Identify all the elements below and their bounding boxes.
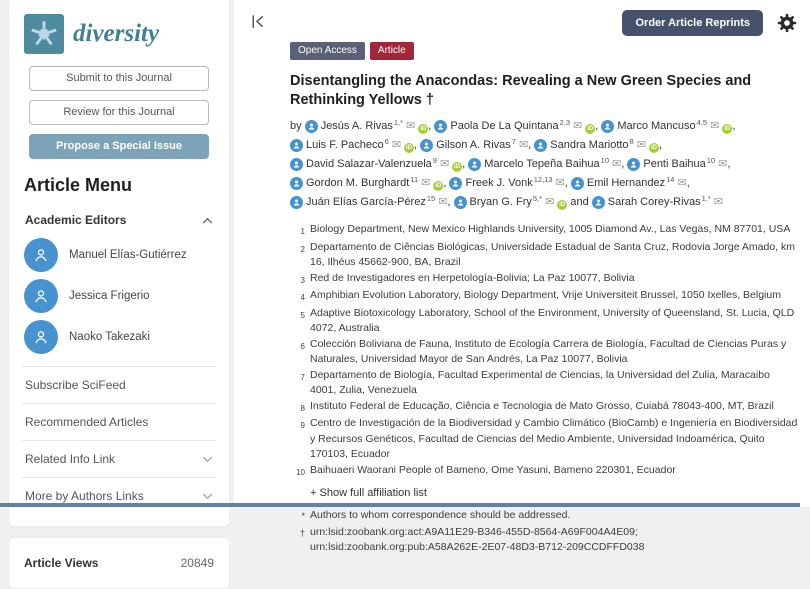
article-menu-title: Article Menu <box>24 175 133 195</box>
affiliation-text: Amphibian Evolution Laboratory, Biology Department, Vrije Universiteit Brussel, 1050 Ixelles, Belgium <box>310 289 781 302</box>
orcid-id-icon[interactable]: iD <box>587 126 594 133</box>
footnote-text: Authors to whom correspondence should be addressed. <box>310 509 571 522</box>
academic-editors-list <box>22 238 216 354</box>
person-avatar-icon <box>290 177 303 190</box>
order-reprints-button[interactable]: Order Article Reprints <box>622 10 763 36</box>
person-avatar-icon <box>534 139 547 152</box>
email-envelope-icon[interactable]: ✉ <box>612 158 622 171</box>
author-affiliation-sup: 7 <box>511 137 516 147</box>
orcid-id-icon[interactable]: iD <box>435 183 442 190</box>
person-avatar-icon <box>434 120 447 133</box>
academic-editors-header[interactable] <box>22 204 216 238</box>
show-affiliations-label: Show full affiliation list <box>319 487 427 500</box>
affiliation-number: 5 <box>300 310 305 320</box>
affiliation-number: 4 <box>300 293 305 303</box>
affiliation-number: 8 <box>300 403 305 413</box>
author-name[interactable]: Jesús A. Rivas <box>320 120 393 133</box>
orcid-id-icon[interactable]: iD <box>420 126 427 133</box>
article-header <box>290 42 798 556</box>
affiliation-text: Departamento de Ciências Biológicas, Universidade Estadual de Santa Cruz, Rodovia Jorge Amado, km 16, Ilhéus 45662-900, BA, Brazil <box>310 240 796 269</box>
author[interactable]: Emil Hernandez$^{14}$ ✉, <box>571 177 690 189</box>
footnote-marker: † <box>299 527 305 538</box>
orcid-id-icon[interactable]: iD <box>650 145 657 152</box>
editor-item[interactable] <box>24 279 214 313</box>
orcid-id-icon[interactable]: iD <box>406 145 413 152</box>
chevron-down-icon <box>202 452 213 466</box>
person-avatar-icon <box>305 120 318 133</box>
article-views-value: 20849 <box>180 556 214 570</box>
academic-editors-label: Academic Editors <box>25 213 127 227</box>
affiliation-item <box>290 240 798 271</box>
author[interactable] <box>592 196 723 208</box>
editor-item[interactable] <box>24 320 214 354</box>
email-envelope-icon[interactable]: ✉ <box>545 196 555 209</box>
affiliation-text: Departamento de Biología, Facultad Experimental de Ciencias, la Universidad del Zulia, Maracaibo 4001, Zulia, Venezuela <box>310 368 770 397</box>
orcid-id-icon[interactable]: iD <box>559 202 566 209</box>
email-envelope-icon[interactable]: ✉ <box>391 139 402 152</box>
author[interactable]: David Salazar-Valenzuela$^9$ ✉ iD , <box>290 158 465 170</box>
affiliation-item <box>290 368 798 399</box>
top-right-actions <box>622 10 798 36</box>
affiliation-item <box>290 271 798 289</box>
collapse-sidebar-icon[interactable] <box>250 14 265 29</box>
author-list: by Jesús A. Rivas$^{1,*}$ ✉ iD , Paola De La Quintana$^{2,3}$ ✉ iD , Marco Mancuso$^{4,5}$ ✉ iD , Luis F. Pacheco$^6$ ✉ iD , Gilson A. Rivas$^7$ ✉, Sandra Mariotto$^8$ ✉ iD , David Salazar-Valenzuela$^9$ ✉ iD , Marcelo Tepeña Baihua$^{10}$ ✉, Penti Baihua$^{10}$ ✉, Gordon M. Burghardt$^{11}$ ✉ iD , Freek J. Vonk$^{12,13}$ ✉, Emil Hernandez$^{14}$ ✉, Juán Elías García-Pérez$^{15}$ ✉, Bryan G. Fry$^{5,*}$ ✉ iD and Sarah Corey-Rivas$^{1,*}$ ✉ <box>290 118 736 209</box>
sidebar-link-more-by-authors-links[interactable] <box>22 477 216 514</box>
author-affiliation-sup: 14 <box>666 175 675 185</box>
propose-special-issue-button[interactable]: Propose a Special Issue <box>29 134 209 159</box>
author-name[interactable]: Gilson A. Rivas <box>436 139 511 152</box>
show-affiliations-link[interactable] <box>310 487 798 499</box>
sidebar-link-label: Related Info Link <box>25 452 116 466</box>
person-avatar-icon <box>290 158 303 171</box>
article-badges <box>290 42 798 60</box>
affiliation-number: 3 <box>300 275 305 285</box>
sidebar-link-label: Subscribe SciFeed <box>25 378 126 392</box>
person-avatar-icon <box>420 139 433 152</box>
affiliation-number: 10 <box>296 467 305 477</box>
sidebar-card <box>8 0 230 527</box>
affiliation-number: 7 <box>300 372 305 382</box>
author[interactable]: Sandra Mariotto$^8$ ✉ iD , <box>534 139 662 151</box>
person-avatar-icon <box>571 177 584 190</box>
author-name[interactable]: Freek J. Vonk <box>465 177 533 190</box>
author-name[interactable]: Luis F. Pacheco <box>306 139 384 152</box>
affiliation-text: Instituto Federal de Educação, Ciência e Tecnologia de Mato Grosso, Cuiabá 78043-400, MT, Brazil <box>310 399 774 412</box>
affiliation-number: 2 <box>300 244 305 254</box>
footnote-list <box>290 508 798 556</box>
person-avatar-icon <box>290 196 303 209</box>
author[interactable]: Gilson A. Rivas$^7$ ✉, <box>420 139 531 151</box>
submit-journal-button[interactable]: Submit to this Journal <box>29 66 209 91</box>
affiliation-item <box>290 399 798 417</box>
diversity-flower-icon <box>24 14 64 54</box>
chevron-down-icon <box>202 489 213 503</box>
affiliation-number: 1 <box>300 227 305 237</box>
orcid-id-icon[interactable]: iD <box>724 126 731 133</box>
author-affiliation-sup: 1,* <box>393 118 404 128</box>
main-content <box>234 0 810 554</box>
sidebar-links <box>22 366 216 514</box>
author-name[interactable]: Marcelo Tepeña Baihua <box>484 158 600 171</box>
author-name[interactable]: Bryan G. Fry <box>469 196 532 209</box>
by-label: by <box>290 120 302 133</box>
plus-icon: + <box>310 487 317 500</box>
author-affiliation-sup: 10 <box>706 156 716 166</box>
article-title: Disentangling the Anacondas: Revealing a New Green Species and Rethinking Yellows † <box>290 73 752 109</box>
author-name[interactable]: Sarah Corey-Rivas <box>607 196 701 209</box>
affiliation-text: Baihuaeri Waorani People of Bameno, Ome Yasuni, Bameno 220301, Ecuador <box>310 463 676 476</box>
editor-name[interactable]: Manuel Elías-Gutiérrez <box>69 249 187 261</box>
journal-name[interactable]: diversity <box>73 20 160 47</box>
footnote-text: urn:lsid:zoobank.org:act:A9A11E29-B346-455D-8564-A69F004A4E09; urn:lsid:zoobank.org:pub:A58A262E-2E07-48D3-B712-209CCDFFD038 <box>310 525 645 554</box>
person-avatar-icon <box>290 139 303 152</box>
email-envelope-icon[interactable]: ✉ <box>677 177 687 190</box>
article-views-label: Article Views <box>24 556 99 570</box>
author-affiliation-sup: 9 <box>432 156 437 166</box>
badge-article: Article <box>370 42 414 60</box>
badge-open-access: Open Access <box>290 42 365 60</box>
author-affiliation-sup: 4,5 <box>696 118 708 128</box>
review-journal-button[interactable]: Review for this Journal <box>29 100 209 125</box>
affiliation-item <box>290 288 798 306</box>
person-avatar-icon <box>627 158 640 171</box>
person-avatar-icon <box>24 279 58 313</box>
author-affiliation-sup: 12,13 <box>533 175 553 185</box>
email-envelope-icon[interactable]: ✉ <box>518 139 529 152</box>
person-avatar-icon <box>592 196 605 209</box>
email-envelope-icon[interactable]: ✉ <box>718 158 728 171</box>
affiliation-text: Centro de Investigación de la Biodiversidad y Cambio Climático (BioCamb) e Ingeniería en Biodiversidad y Recursos Genéticos, Facultad de Ciencias del Medio Ambiente, Universidad Indoamérica, Quito 170103, Ecuador <box>310 417 798 461</box>
email-envelope-icon[interactable]: ✉ <box>710 120 720 133</box>
author[interactable]: Jesús A. Rivas$^{1,*}$ ✉ iD , <box>305 120 432 132</box>
email-envelope-icon[interactable]: ✉ <box>421 177 431 190</box>
top-toolbar <box>250 10 798 36</box>
author[interactable]: Luis F. Pacheco$^6$ ✉ iD , <box>290 139 417 151</box>
author-name[interactable]: Penti Baihua <box>643 158 706 171</box>
sidebar <box>8 0 230 570</box>
bottom-edge-bar <box>0 503 800 507</box>
editor-name[interactable]: Naoko Takezaki <box>69 331 150 343</box>
orcid-id-icon[interactable]: iD <box>454 164 461 171</box>
email-envelope-icon[interactable]: ✉ <box>555 177 565 190</box>
article-views-card <box>8 537 230 589</box>
sidebar-link-recommended-articles[interactable] <box>22 403 216 440</box>
author-affiliation-sup: 2,3 <box>559 118 571 128</box>
sidebar-link-label: More by Authors Links <box>25 489 144 503</box>
person-avatar-icon <box>468 158 481 171</box>
email-envelope-icon[interactable]: ✉ <box>713 196 724 209</box>
author-affiliation-sup: 15 <box>426 194 436 204</box>
sidebar-link-label: Recommended Articles <box>25 415 149 429</box>
person-avatar-icon <box>601 120 614 133</box>
affiliation-item <box>290 306 798 337</box>
author-affiliation-sup: 1,* <box>701 194 711 204</box>
affiliation-number: 9 <box>300 421 305 431</box>
person-avatar-icon <box>449 177 462 190</box>
chevron-up-icon <box>202 213 213 227</box>
author-name[interactable]: Marco Mancuso <box>617 120 696 133</box>
footnote-item <box>290 508 798 525</box>
author-name[interactable]: Gordon M. Burghardt <box>306 177 410 190</box>
author[interactable]: Freek J. Vonk$^{12,13}$ ✉, <box>449 177 567 189</box>
sidebar-link-related-info-link[interactable] <box>22 440 216 477</box>
author-affiliation-sup: 8 <box>629 137 634 147</box>
author-affiliation-sup: 6 <box>384 137 389 147</box>
author-name[interactable]: Sandra Mariotto <box>550 139 629 152</box>
affiliation-item <box>290 222 798 240</box>
footnote-item <box>290 525 798 556</box>
affiliation-item <box>290 463 798 481</box>
person-avatar-icon <box>24 238 58 272</box>
affiliation-text: Adaptive Biotoxicology Laboratory, School of the Environment, University of Queensland, St. Lucia, QLD 4072, Australia <box>310 306 795 335</box>
settings-gear-icon[interactable] <box>776 12 798 34</box>
journal-logo[interactable] <box>22 8 216 66</box>
affiliation-item <box>290 337 798 368</box>
author[interactable]: Penti Baihua$^{10}$ ✉, <box>627 158 730 170</box>
author-name[interactable]: Paola De La Quintana <box>450 120 559 133</box>
editor-name[interactable]: Jessica Frigerio <box>69 290 150 302</box>
author[interactable] <box>454 196 568 208</box>
email-envelope-icon[interactable]: ✉ <box>636 139 646 152</box>
affiliation-text: Biology Department, New Mexico Highlands University, 1005 Diamond Av., Las Vegas, NM 87701, USA <box>310 223 791 236</box>
author-name[interactable]: David Salazar-Valenzuela <box>306 158 432 171</box>
email-envelope-icon[interactable]: ✉ <box>573 120 583 133</box>
person-avatar-icon <box>24 320 58 354</box>
author[interactable]: Marcelo Tepeña Baihua$^{10}$ ✉, <box>468 158 624 170</box>
affiliation-text: Red de Investigadores en Herpetología-Bolivia; La Paz 10077, Bolivia <box>310 271 635 284</box>
email-envelope-icon[interactable]: ✉ <box>406 120 416 133</box>
author[interactable]: Marco Mancuso$^{4,5}$ ✉ iD , <box>601 120 735 132</box>
email-envelope-icon[interactable]: ✉ <box>438 196 448 209</box>
affiliation-text: Colección Boliviana de Fauna, Instituto de Ecología Carrera de Biología, Facultad de Ciencias Puras y Naturales, Universidad Mayor de San Andrés, La Paz 10077, Bolivia <box>310 337 787 366</box>
affiliation-item <box>290 416 798 463</box>
author[interactable]: Paola De La Quintana$^{2,3}$ ✉ iD , <box>434 120 598 132</box>
author-affiliation-sup: 11 <box>410 175 419 185</box>
author-name[interactable]: Emil Hernandez <box>586 177 666 190</box>
author-name[interactable]: Juán Elías García-Pérez <box>306 196 426 209</box>
email-envelope-icon[interactable]: ✉ <box>439 158 450 171</box>
affiliation-number: 6 <box>300 341 305 351</box>
author[interactable]: Juán Elías García-Pérez$^{15}$ ✉, <box>290 196 450 208</box>
affiliation-list <box>290 222 798 480</box>
author-affiliation-sup: 5,* <box>532 194 543 204</box>
footnote-marker: * <box>301 511 305 522</box>
editor-item[interactable] <box>24 238 214 272</box>
sidebar-link-subscribe-scifeed[interactable] <box>22 366 216 403</box>
author[interactable]: Gordon M. Burghardt$^{11}$ ✉ iD , <box>290 177 446 189</box>
author-affiliation-sup: 10 <box>600 156 610 166</box>
person-avatar-icon <box>454 196 467 209</box>
